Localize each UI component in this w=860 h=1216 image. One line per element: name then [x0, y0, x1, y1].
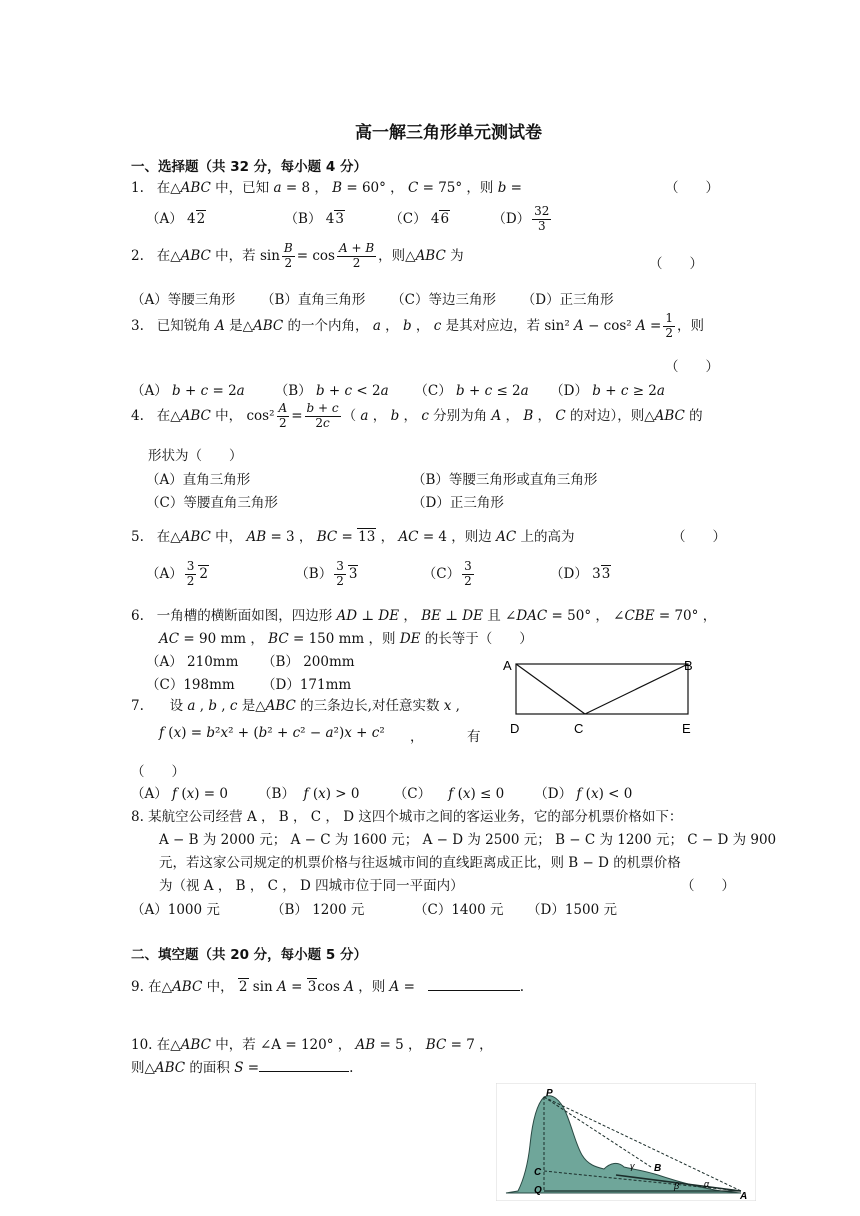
label-a: A: [503, 658, 512, 673]
hill-label-alpha: α: [704, 1179, 710, 1189]
question-8-line2: A − B 为 2000 元； A − C 为 1600 元； A − D 为 2500 元； B − C 为 1200 元； C − D 为 900: [159, 832, 777, 848]
question-1-options: （A） 42 （B） 43 （C） 46 （D） $\frac{32}{3}$: [146, 204, 550, 233]
question-6: 6. 一角槽的横断面如图，四边形 AD ⊥ DE ， BE ⊥ DE 且 ∠DAC = 50° ， ∠CBE = 70° ，: [131, 608, 717, 624]
question-2-options: （A）等腰三角形 （B）直角三角形 （C）等边三角形 （D）正三角形: [131, 292, 614, 308]
question-8-paren: （ ）: [681, 878, 735, 894]
question-2: 2. 在△ABC 中，若 sin $\frac{B}{2}$ = cos $\frac{A + B}{2}$ ，则△ABC 为: [131, 241, 464, 270]
question-2-paren: （ ）: [649, 256, 703, 272]
question-4-option-a: （A）直角三角形: [146, 472, 251, 488]
section-choice-heading: 一、选择题（共 32 分，每小题 4 分）: [131, 159, 367, 175]
hill-label-q: Q: [534, 1185, 542, 1196]
hill-label-beta: β: [674, 1181, 680, 1191]
question-1-paren: （ ）: [665, 180, 719, 196]
question-7: 7. 设 a , b , c 是△ABC 的三条边长,对任意实数 x ,: [131, 698, 460, 714]
hill-label-gamma: γ: [630, 1161, 635, 1171]
label-d: D: [510, 721, 520, 736]
question-6-option-b: （B） 200mm: [262, 654, 355, 670]
hill-label-a: A: [740, 1191, 748, 1201]
question-3-paren: （ ）: [665, 359, 719, 375]
question-6-line2: AC = 90 mm ， BC = 150 mm ，则 DE 的长等于（ ）: [159, 631, 533, 647]
question-8-option-a: （A）1000 元: [131, 902, 220, 918]
question-8-option-d: （D）1500 元: [527, 902, 617, 918]
question-1: 1. 在△ABC 中，已知 a = 8 ， B = 60° ， C = 75° ，则 b =: [131, 180, 522, 196]
question-3: 3. 已知锐角 A 是△ABC 的一个内角， a ， b ， c 是其对应边，若 sin² A − cos² A = $\frac{1}{2}$ ，则: [131, 311, 704, 340]
label-e: E: [682, 721, 691, 736]
question-8-line4: 为（视 A ， B ， C ， D 四城市位于同一平面内）: [159, 878, 464, 894]
question-8-option-c: （C）1400 元: [414, 902, 504, 918]
question-4-option-c: （C）等腰直角三角形: [146, 495, 278, 511]
hill-label-b: B: [654, 1163, 662, 1174]
question-6-option-d: （D）171mm: [262, 677, 352, 693]
line-ac: [516, 664, 585, 714]
question-8-option-b: （B） 1200 元: [271, 902, 365, 918]
question-6-option-a: （A） 210mm: [146, 654, 239, 670]
hill-label-c: C: [534, 1167, 542, 1178]
label-b: B: [684, 658, 693, 673]
question-5-paren: （ ）: [672, 529, 726, 545]
question-8-line3: 元，若这家公司规定的机票价格与往返城市间的直线距离成正比，则 B − D 的机票价格: [159, 855, 681, 871]
question-10: 10. 在△ABC 中，若 ∠A = 120° ， AB = 5 ， BC = 7 ，: [131, 1037, 493, 1053]
question-5: 5. 在△ABC 中， AB = 3 ， BC = 13 ， AC = 4 ，则边 AC 上的高为: [131, 529, 575, 545]
question-10-line2: 则△ABC 的面积 S = .: [131, 1060, 354, 1076]
question-4: 4. 在△ABC 中， cos² $\frac{A}{2}$ = $\frac{b + c}{2c}$ （ a ， b ， c 分别为角 A ， B ， C 的对边），则△ABC 的: [131, 401, 703, 430]
question-8-line1: 8. 某航空公司经营 A ， B ， C ， D 这四个城市之间的客运业务，它的部分机票价格如下：: [131, 809, 683, 825]
trough-rect: [516, 664, 688, 714]
question-7-paren: （ ）: [131, 764, 185, 780]
figure-hill: [496, 1083, 756, 1201]
section-fill-heading: 二、填空题（共 20 分，每小题 5 分）: [131, 947, 367, 963]
question-7-options: （A） f (x) = 0 （B） f (x) > 0 （C） f (x) ≤ 0 （D） f (x) < 0: [131, 786, 633, 802]
hill-label-p: P: [546, 1088, 553, 1099]
label-c: C: [574, 721, 584, 736]
question-4-option-d: （D）正三角形: [412, 495, 504, 511]
question-7-comma: ，: [410, 729, 424, 745]
question-4-option-b: （B）等腰三角形或直角三角形: [412, 472, 598, 488]
question-3-options: （A） b + c = 2a （B） b + c < 2a （C） b + c ≤ 2a （D） b + c ≥ 2a: [131, 383, 665, 399]
question-9: 9. 在△ABC 中， 2 sin A = 3cos A ，则 A = .: [131, 979, 525, 995]
line-cb: [585, 664, 688, 714]
question-7-formula: f (x) = b²x² + (b² + c² − a²)x + c²: [159, 725, 385, 741]
question-5-options: （A） $\frac{3}{2}$ 2 （B） $\frac{3}{2}$ 3 （C） $\frac{3}{2}$ （D） 33: [146, 559, 611, 588]
page-title: 高一解三角形单元测试卷: [355, 123, 542, 143]
question-7-you: 有: [467, 729, 481, 745]
question-4-line2: 形状为（ ）: [148, 448, 243, 464]
question-6-option-c: （C）198mm: [146, 677, 235, 693]
figure-trough: [500, 654, 710, 740]
